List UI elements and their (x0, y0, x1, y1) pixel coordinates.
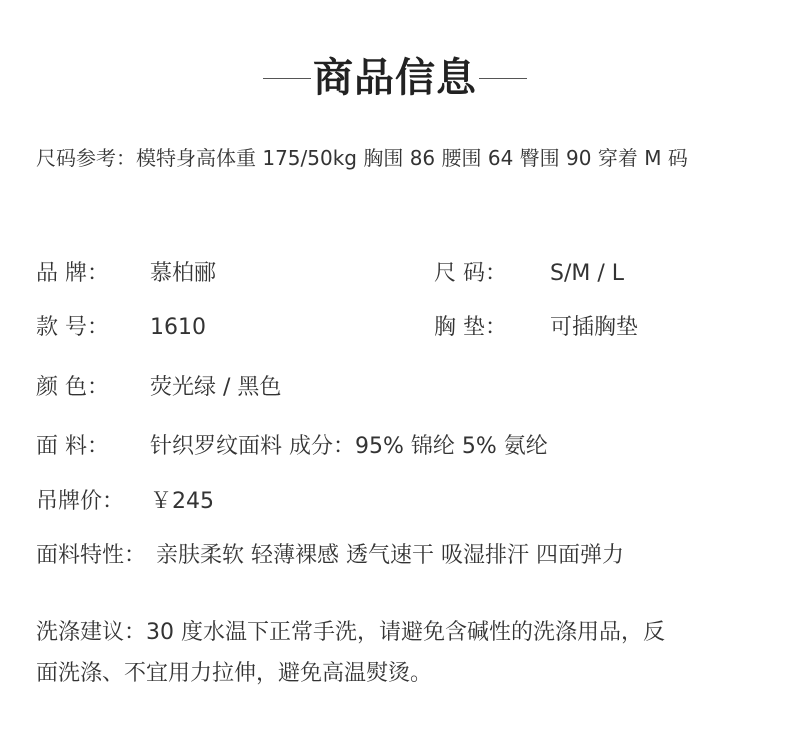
page-title: 商品信息 (313, 55, 477, 101)
fabric-value: 针织罗纹面料 成分：95% 锦纶 5% 氨纶 (150, 434, 548, 459)
title-line-left (263, 78, 311, 79)
fabric-label: 面 料： (36, 434, 109, 459)
size-value: S/M / L (550, 261, 625, 286)
style-value: 1610 (150, 315, 206, 340)
title-line-right (479, 78, 527, 79)
wash-line-2: 面洗涤、不宜用力拉伸，避免高温熨烫。 (36, 661, 433, 686)
brand-label: 品 牌： (36, 261, 109, 286)
pad-value: 可插胸垫 (550, 315, 639, 340)
features-label: 面料特性： (36, 543, 147, 568)
features-value: 亲肤柔软 轻薄裸感 透气速干 吸湿排汗 四面弹力 (156, 543, 624, 568)
brand-value: 慕柏郦 (150, 261, 217, 286)
color-value: 荧光绿 / 黑色 (150, 375, 282, 400)
pad-label: 胸 垫： (434, 315, 507, 340)
style-label: 款 号： (36, 315, 109, 340)
size-label: 尺 码： (434, 261, 507, 286)
wash-instructions (36, 612, 756, 694)
price-label: 吊牌价： (36, 489, 125, 514)
color-label: 颜 色： (36, 375, 109, 400)
title-block (0, 52, 790, 104)
wash-line-1: 洗涤建议：30 度水温下正常手洗，请避免含碱性的洗涤用品，反 (36, 620, 665, 645)
size-reference: 尺码参考：模特身高体重 175/50kg 胸围 86 腰围 64 臀围 90 穿着 M 码 (36, 146, 688, 170)
price-value: ￥245 (150, 489, 214, 514)
